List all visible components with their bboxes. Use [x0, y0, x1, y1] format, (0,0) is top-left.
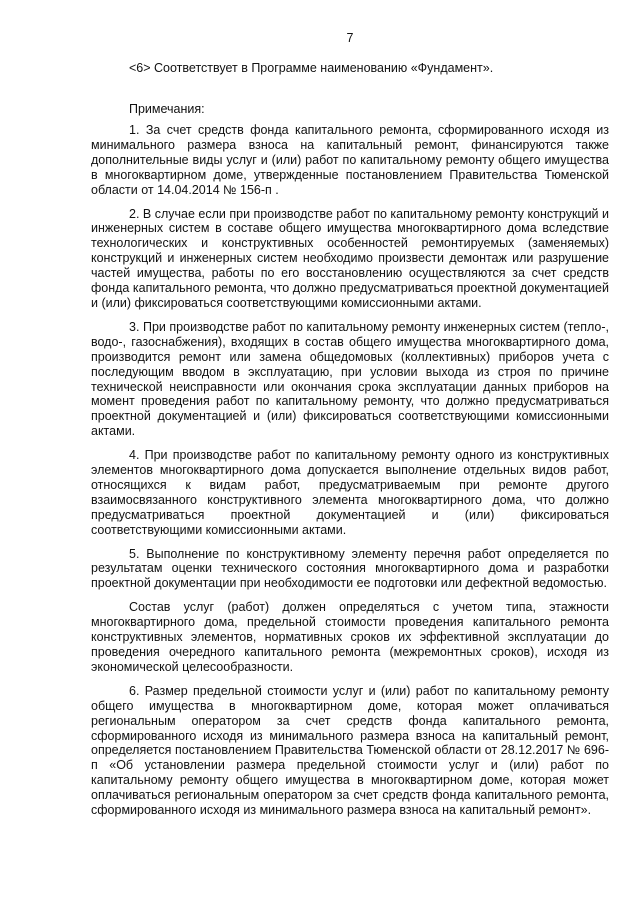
note-5-composition: Состав услуг (работ) должен определяться с учетом типа, этажности многоквартирного дома, предельной стоимости проведения капитального ремонта конструктивных элементов, нормативных сроков их эффективной эксплуатации до проведения очередного капитального ремонта (межремонтных сроков), исходя из экономической целесообразности. — [91, 600, 609, 674]
notes-list — [91, 123, 609, 827]
footnote-6: <6> Соответствует в Программе наименованию «Фундамент». — [129, 61, 494, 75]
note-5: 5. Выполнение по конструктивному элементу перечня работ определяется по результатам оценки технического состояния многоквартирного дома и разработки проектной документации при необходимости ее подготовки или дефектной ведомостью. — [91, 546, 609, 591]
note-6: 6. Размер предельной стоимости услуг и (или) работ по капитальному ремонту общего имущества в многоквартирном доме, которая может оплачиваться региональным оператором за счет средств фонда капитального ремонта, сформированного исходя из минимального размера взноса на капитальный ремонт, определяется постановлением Правительства Тюменской области от 28.12.2017 № 696-п «Об установлении размера предельной стоимости услуг и (или) работ по капитальному ремонту общего имущества в многоквартирном доме, которая может оплачиваться региональным оператором за счет средств фонда капитального ремонта, сформированного исходя из минимального размера взноса на капитальный ремонт». — [91, 683, 609, 818]
page-number: 7 — [346, 31, 354, 45]
notes-heading: Примечания: — [129, 102, 205, 116]
note-1: 1. За счет средств фонда капитального ремонта, сформированного исходя из минимального размера взноса на капитальный ремонт, финансируются также дополнительные виды услуг и (или) работ по капитальному ремонту общего имущества в многоквартирном доме, утвержденные постановлением Правительства Тюменской области от 14.04.2014 № 156-п . — [91, 123, 609, 197]
note-2: 2. В случае если при производстве работ по капитальному ремонту конструкций и инженерных систем в составе общего имущества многоквартирного дома вследствие технологических и конструктивных особенностей ремонтируемых (заменяемых) конструкций и инженерных систем необходимо произвести демонтаж или разрушение частей имущества, работы по его восстановлению осуществляются за счет средств фонда капитального ремонта, что должно предусматриваться проектной документацией и (или) фиксироваться соответствующими комиссионными актами. — [91, 206, 609, 310]
note-4: 4. При производстве работ по капитальному ремонту одного из конструктивных элементов многоквартирного дома допускается выполнение отдельных видов работ, относящихся к видам работ, предусматриваемым при ремонте другого взаимосвязанного конструктивного элемента многоквартирного дома, что должно предусматриваться проектной документацией и (или) фиксироваться соответствующими комиссионными актами. — [91, 448, 609, 537]
note-3: 3. При производстве работ по капитальному ремонту инженерных систем (тепло-, водо-, газоснабжения), входящих в состав общего имущества многоквартирного дома, производится ремонт или замена общедомовых (коллективных) приборов учета с последующим вводом в эксплуатацию, при условии выхода из строя по причине технической неисправности или окончания срока эксплуатации данных приборов на момент проведения работ по капитальному ремонту, что должно предусматриваться проектной документацией и (или) фиксироваться соответствующими комиссионными актами. — [91, 319, 609, 439]
